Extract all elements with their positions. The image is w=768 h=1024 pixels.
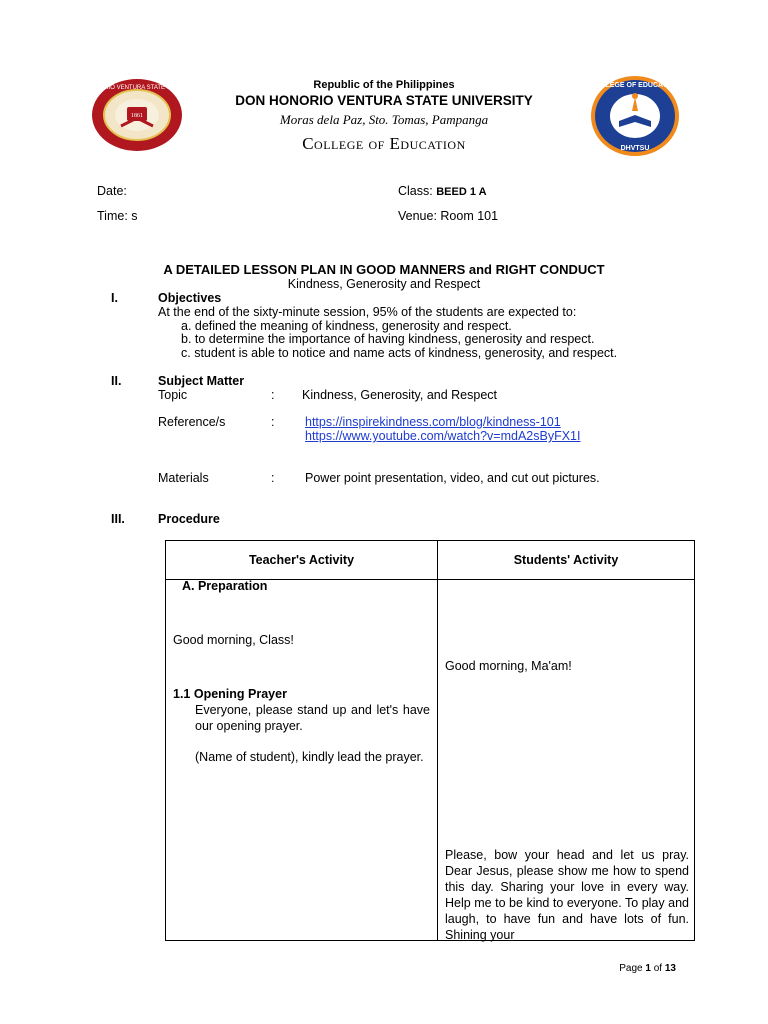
student-activity-header: Students' Activity [513,553,619,567]
objectives-number: I. [111,291,118,305]
objectives-heading: Objectives [158,291,222,305]
venue-label: Venue: Room 101 [398,209,499,223]
right-logo-bottom-text: DHVTSU [620,145,650,152]
procedure-number: III. [111,512,125,526]
opening-prayer-heading: 1.1 Opening Prayer [173,687,287,701]
objective-item: a. defined the meaning of kindness, generosity and respect. [181,319,512,333]
page-current: 1 [645,963,651,974]
subject-matter-number: II. [111,374,122,388]
topic-colon: : [271,388,275,402]
college-name: College of Education [302,134,466,153]
materials-label: Materials [158,471,209,485]
materials-value: Power point presentation, video, and cut out pictures. [305,471,600,485]
republic-line: Republic of the Philippines [313,79,455,91]
objectives-intro: At the end of the sixty-minute session, 95% of the students are expected to: [158,305,577,319]
lesson-plan-title: A DETAILED LESSON PLAN IN GOOD MANNERS and RIGHT CONDUCT [163,262,605,277]
university-name: DON HONORIO VENTURA STATE UNIVERSITY [235,93,533,108]
materials-colon: : [271,471,275,485]
left-logo-year: 1861 [131,113,143,119]
page-total: 13 [664,963,676,974]
class-label: Class: [398,184,433,198]
topic-label: Topic [158,388,188,402]
student-greeting: Good morning, Ma'am! [445,659,572,673]
subject-matter-heading: Subject Matter [158,374,245,388]
reference-link[interactable]: https://inspirekindness.com/blog/kindness-101 [305,415,561,429]
teacher-activity-header: Teacher's Activity [248,553,355,567]
left-logo-text: DON HONORIO VENTURA STATE UNIVERSITY [71,85,203,91]
procedure-table [165,540,695,941]
page-number [619,963,676,974]
lesson-plan-subtitle: Kindness, Generosity and Respect [287,277,481,291]
objective-item: c. student is able to notice and name acts of kindness, generosity, and respect. [181,346,618,360]
reference-label: Reference/s [158,415,226,429]
page-prefix: Page [619,963,646,974]
lead-prayer-instruction: (Name of student), kindly lead the prayer. [195,750,424,764]
student-prayer-text: Please, bow your head and let us pray. Dear Jesus, please show me how to spend this day. Sharing your love in every way. Help me to be kind to everyone. To play and laugh, to have fun and have lots of fun. Shining your [445,848,689,942]
university-address: Moras dela Paz, Sto. Tomas, Pampanga [279,112,489,127]
class-value: BEED 1 A [436,186,487,198]
objective-item: b. to determine the importance of having kindness, generosity and respect. [181,332,595,346]
time-label: Time: s [97,209,138,223]
procedure-heading: Procedure [158,512,220,526]
date-label: Date: [97,184,127,198]
reference-colon: : [271,415,275,429]
topic-value: Kindness, Generosity, and Respect [302,388,498,402]
page-of: of [650,963,665,974]
section-preparation: A. Preparation [182,579,268,593]
table-column-divider [437,541,438,940]
class-field [398,184,487,198]
right-logo-top-text: COLLEGE OF EDUCATION [590,82,680,89]
reference-link[interactable]: https://www.youtube.com/watch?v=mdA2sByFX1I [305,429,581,443]
teacher-greeting: Good morning, Class! [173,633,294,647]
prayer-instruction: Everyone, please stand up and let's have our opening prayer. [195,703,430,733]
